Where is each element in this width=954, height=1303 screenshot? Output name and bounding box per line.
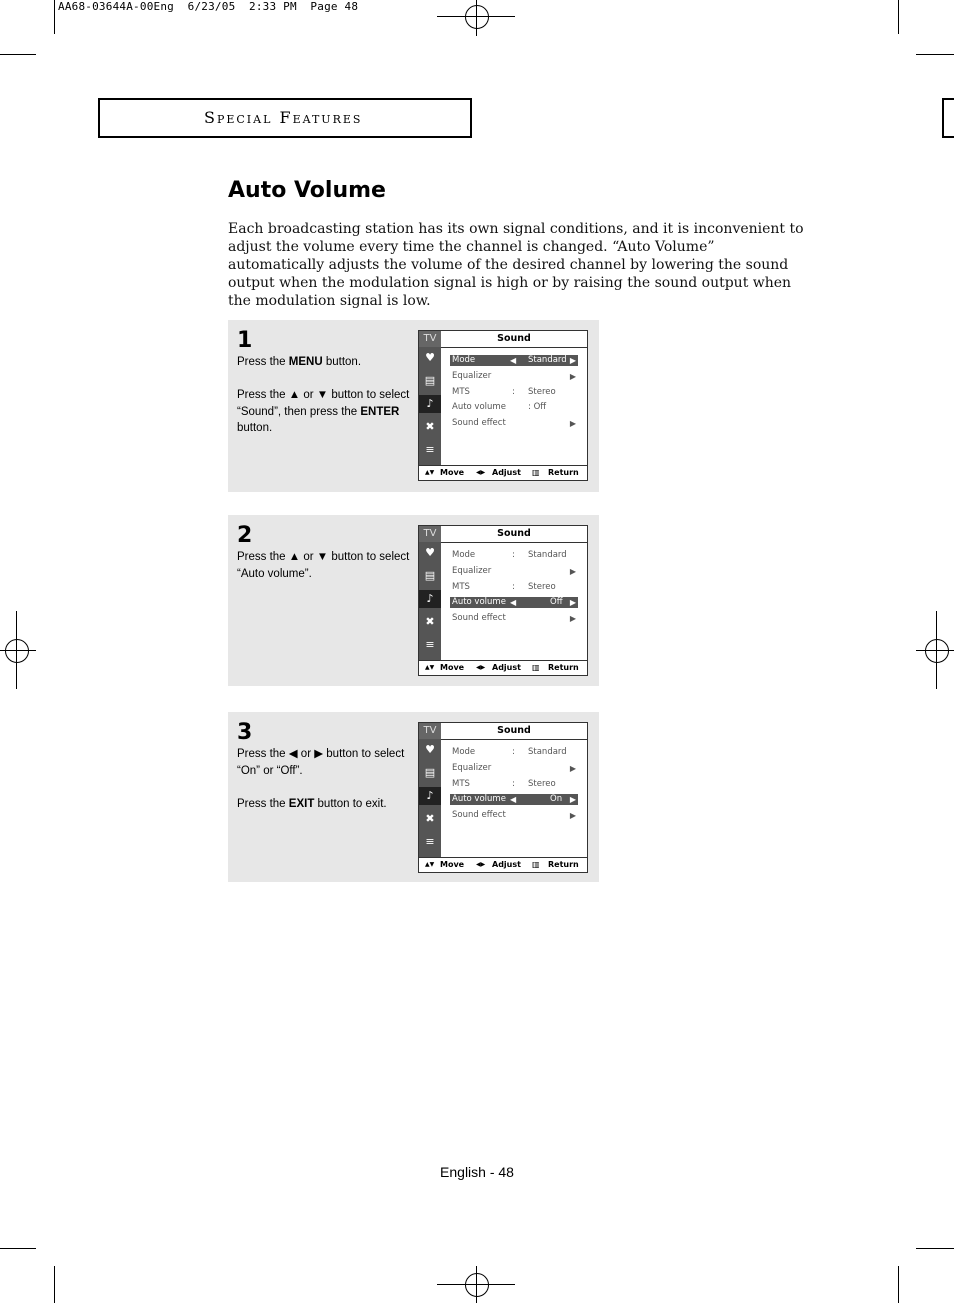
picture-icon: ♥ — [425, 351, 435, 364]
menu-item-value: Off — [550, 597, 563, 607]
page-number: English - 48 — [440, 1164, 514, 1180]
crop-mark — [0, 54, 36, 55]
osd-menu-item[interactable] — [450, 402, 578, 413]
osd-menu-item[interactable] — [450, 810, 578, 821]
intro-paragraph: Each broadcasting station has its own signal conditions, and it is inconvenient to adjust the volume every time the channel is changed. “Auto Volume” automatically adjusts the volume of the desired channel by lowering the sound output when the modulation signal is high or by raising the sound output when the modulation signal is low. — [228, 221, 804, 309]
instruction-text: Press the — [237, 356, 289, 368]
step-instruction — [237, 354, 412, 371]
osd-menu-item[interactable] — [450, 418, 578, 429]
osd-title: Sound — [441, 331, 587, 348]
osd-menu-item[interactable] — [450, 794, 578, 805]
menu-item-separator: : — [512, 582, 515, 592]
osd-menu-item[interactable] — [450, 613, 578, 624]
arrow-right-icon: ▶ — [569, 419, 576, 428]
menu-item-separator: : — [512, 550, 515, 560]
return-icon: ▥ — [532, 860, 540, 869]
osd-sidebar — [419, 331, 441, 480]
antenna-icon: ✖ — [425, 420, 435, 433]
adjust-icon: ◀▶ — [476, 664, 486, 671]
arrow-left-icon: ◀ — [510, 356, 517, 365]
footer-adjust-label: Adjust — [492, 860, 521, 869]
return-icon: ▥ — [532, 663, 540, 672]
menu-item-value: Standard — [528, 747, 567, 757]
channel-icon: ▤ — [424, 569, 436, 582]
instruction-text: button to exit. — [314, 797, 387, 810]
button-name: ENTER — [360, 405, 400, 418]
osd-tv-label: TV — [419, 331, 441, 347]
osd-menu-item[interactable] — [450, 550, 578, 561]
osd-footer — [419, 857, 587, 872]
instruction-text: Press the ◀ or ▶ button to select “On” or “Off”. — [237, 748, 405, 777]
osd-footer — [419, 465, 587, 480]
section-header — [98, 98, 472, 138]
channel-icon: ▤ — [424, 374, 436, 387]
menu-item-label: MTS — [452, 582, 470, 592]
osd-menu-item[interactable] — [450, 582, 578, 593]
menu-item-label: Mode — [452, 355, 476, 365]
registration-mark — [465, 1273, 489, 1297]
osd-sound-menu — [418, 330, 588, 481]
step-instruction — [237, 387, 412, 437]
step-panel — [228, 712, 599, 882]
channel-icon: ▤ — [424, 766, 436, 779]
crop-mark — [54, 1266, 55, 1303]
osd-menu-item[interactable] — [450, 355, 578, 366]
arrow-right-icon: ▶ — [569, 614, 576, 623]
footer-return-label: Return — [548, 860, 579, 869]
menu-item-value: Stereo — [528, 387, 556, 397]
menu-item-label: Equalizer — [452, 763, 492, 773]
menu-item-value: Standard — [528, 550, 567, 560]
osd-sound-menu — [418, 525, 588, 676]
instruction-text: button. — [237, 422, 273, 434]
setup-icon: ≡ — [425, 835, 435, 848]
arrow-left-icon: ◀ — [510, 795, 517, 804]
menu-item-label: Sound effect — [452, 810, 506, 820]
step-text — [237, 549, 412, 599]
registration-mark — [465, 5, 489, 29]
footer-move-label: Move — [440, 663, 465, 672]
sound-icon: ♪ — [419, 395, 441, 413]
menu-item-separator: : — [512, 747, 515, 757]
menu-item-label: Auto volume — [452, 597, 506, 607]
menu-item-label: Mode — [452, 550, 476, 560]
menu-item-label: Sound effect — [452, 613, 506, 623]
osd-sidebar — [419, 526, 441, 675]
registration-mark — [5, 639, 29, 663]
arrow-right-icon: ▶ — [569, 598, 576, 607]
arrow-left-icon: ◀ — [510, 598, 517, 607]
adjust-icon: ◀▶ — [476, 469, 486, 476]
osd-menu-item[interactable] — [450, 387, 578, 398]
button-name: EXIT — [288, 797, 315, 810]
setup-icon: ≡ — [425, 638, 435, 651]
step-instruction — [237, 746, 412, 779]
menu-item-label: Equalizer — [452, 566, 492, 576]
button-name: MENU — [288, 356, 323, 368]
menu-item-separator: : — [512, 387, 515, 397]
picture-icon: ♥ — [425, 743, 435, 756]
antenna-icon: ✖ — [425, 615, 435, 628]
step-number: 3 — [237, 720, 253, 745]
osd-menu-item[interactable] — [450, 779, 578, 790]
osd-menu-item[interactable] — [450, 566, 578, 577]
menu-item-label: Mode — [452, 747, 476, 757]
osd-menu-item[interactable] — [450, 597, 578, 608]
arrow-right-icon: ▶ — [569, 372, 576, 381]
sound-icon: ♪ — [419, 787, 441, 805]
menu-item-value: Stereo — [528, 582, 556, 592]
arrow-right-icon: ▶ — [569, 356, 576, 365]
menu-item-label: Sound effect — [452, 418, 506, 428]
footer-move-label: Move — [440, 468, 465, 477]
osd-tv-label: TV — [419, 526, 441, 542]
osd-sidebar — [419, 723, 441, 872]
arrow-right-icon: ▶ — [569, 764, 576, 773]
arrow-right-icon: ▶ — [569, 567, 576, 576]
section-title: Special Features — [204, 108, 363, 127]
adjust-icon: ◀▶ — [476, 861, 486, 868]
thumb-tab — [942, 98, 954, 138]
osd-sound-menu — [418, 722, 588, 873]
instruction-text: button. — [322, 356, 362, 368]
footer-return-label: Return — [548, 663, 579, 672]
crop-mark — [916, 1248, 954, 1249]
antenna-icon: ✖ — [425, 812, 435, 825]
instruction-text: Press the — [237, 797, 289, 810]
menu-item-label: Auto volume — [452, 402, 506, 412]
footer-adjust-label: Adjust — [492, 468, 521, 477]
menu-item-label: Equalizer — [452, 371, 492, 381]
return-icon: ▥ — [532, 468, 540, 477]
crop-mark — [916, 54, 954, 55]
move-icon: ▲▼ — [425, 861, 435, 868]
step-text — [237, 746, 412, 829]
osd-title: Sound — [441, 723, 587, 740]
osd-menu-item[interactable] — [450, 371, 578, 382]
step-panel — [228, 515, 599, 686]
arrow-right-icon: ▶ — [569, 811, 576, 820]
footer-adjust-label: Adjust — [492, 663, 521, 672]
step-instruction — [237, 549, 412, 582]
menu-item-value: On — [550, 794, 563, 804]
menu-item-label: MTS — [452, 779, 470, 789]
arrow-right-icon: ▶ — [569, 795, 576, 804]
crop-mark — [898, 1266, 899, 1303]
picture-icon: ♥ — [425, 546, 435, 559]
step-number: 2 — [237, 523, 253, 548]
move-icon: ▲▼ — [425, 469, 435, 476]
page-title: Auto Volume — [228, 178, 386, 203]
step-text — [237, 354, 412, 453]
setup-icon: ≡ — [425, 443, 435, 456]
move-icon: ▲▼ — [425, 664, 435, 671]
printer-header: AA68-03644A-00Eng 6/23/05 2:33 PM Page 48 — [58, 0, 359, 13]
osd-menu-item[interactable] — [450, 747, 578, 758]
step-instruction — [237, 796, 412, 813]
menu-item-value: : Off — [528, 402, 547, 412]
crop-mark — [898, 0, 899, 34]
crop-mark — [54, 0, 55, 34]
step-panel — [228, 320, 599, 492]
registration-mark — [925, 639, 949, 663]
menu-item-label: Auto volume — [452, 794, 506, 804]
osd-footer — [419, 660, 587, 675]
osd-tv-label: TV — [419, 723, 441, 739]
instruction-text: Press the ▲ or ▼ button to select “Auto volume”. — [237, 551, 410, 580]
sound-icon: ♪ — [419, 590, 441, 608]
menu-item-value: Stereo — [528, 779, 556, 789]
step-number: 1 — [237, 328, 253, 353]
menu-item-separator: : — [512, 779, 515, 789]
menu-item-label: MTS — [452, 387, 470, 397]
menu-item-value: Standard — [528, 355, 567, 365]
osd-menu-item[interactable] — [450, 763, 578, 774]
osd-title: Sound — [441, 526, 587, 543]
instruction-text: Press the ▲ or ▼ button to select “Sound”, then press the — [237, 389, 410, 418]
footer-move-label: Move — [440, 860, 465, 869]
footer-return-label: Return — [548, 468, 579, 477]
crop-mark — [0, 1248, 36, 1249]
